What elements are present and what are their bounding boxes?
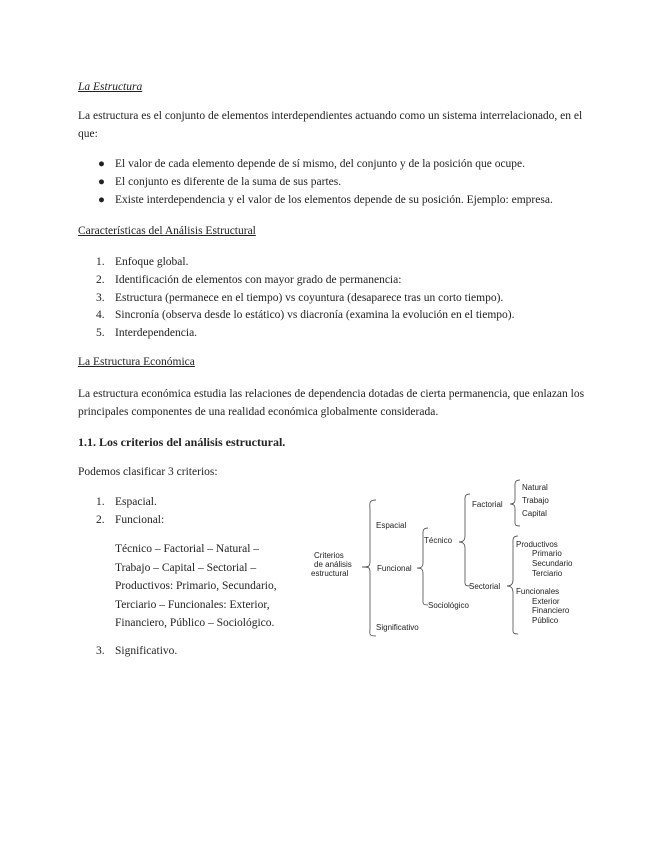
diagram-brace-sectorial xyxy=(507,536,518,634)
diagram-item-capital: Capital xyxy=(522,509,547,518)
diagram-node-espacial: Espacial xyxy=(376,521,407,530)
economica-paragraph: La estructura económica estudia las relaciones de dependencia dotadas de cierta permanencia, que enlazan los xyxy=(78,388,585,400)
diagram-item-financiero: Financiero xyxy=(532,606,570,615)
diagram-item-secundario: Secundario xyxy=(532,559,573,568)
economica-paragraph-continued: principales componentes de una realidad económica globalmente considerada. xyxy=(78,406,439,418)
diagram-brace-factorial xyxy=(510,480,520,526)
diagram-item-terciario: Terciario xyxy=(532,569,563,578)
diagram-item-exterior: Exterior xyxy=(532,597,560,606)
section-title-caracteristicas: Características del Análisis Estructural xyxy=(78,225,256,237)
diagram-item-publico: Público xyxy=(532,616,559,625)
diagram-brace-level3 xyxy=(459,494,470,586)
diagram-node-factorial: Factorial xyxy=(472,500,503,509)
diagram-node-funcional: Funcional xyxy=(377,564,412,573)
diagram-item-trabajo: Trabajo xyxy=(522,496,549,505)
criteria-diagram xyxy=(300,470,590,645)
diagram-brace-level1 xyxy=(362,500,376,636)
criterios-intro: Podemos clasificar 3 criterios: xyxy=(78,466,218,478)
functional-description: Técnico – Factorial – Natural – Trabajo – Capital – Sectorial – Productivos: Primario, Secundario, Terciario – Funcionales: Exterior, Financiero, Público – Sociológico. xyxy=(115,543,277,629)
bullet-icon: ● xyxy=(98,194,105,206)
diagram-node-sectorial: Sectorial xyxy=(469,582,501,591)
diagram-item-primario: Primario xyxy=(532,549,562,558)
section-title-economica: La Estructura Económica xyxy=(78,356,195,368)
diagram-node-significativo: Significativo xyxy=(376,623,419,632)
diagram-node-funcionales: Funcionales xyxy=(516,587,560,596)
section-heading-criterios: 1.1. Los criterios del análisis estructural. xyxy=(78,435,286,449)
bullet-icon: ● xyxy=(98,176,105,188)
diagram-item-natural: Natural xyxy=(522,483,548,492)
diagram-node-tecnico: Técnico xyxy=(424,536,453,545)
section-title-estructura: La Estructura xyxy=(78,81,143,93)
diagram-root-line-3: estructural xyxy=(311,569,349,578)
diagram-root-line-1: Criterios xyxy=(314,551,344,560)
intro-paragraph: La estructura es el conjunto de elementos interdependientes actuando como un sistema interrelacionado, en el xyxy=(78,110,583,122)
bullet-icon: ● xyxy=(98,158,105,170)
diagram-node-productivos: Productivos xyxy=(516,540,558,549)
intro-paragraph-continued: que: xyxy=(78,128,98,140)
diagram-root-line-2: de análisis xyxy=(314,560,352,569)
diagram-node-sociologico: Sociológico xyxy=(428,601,469,610)
